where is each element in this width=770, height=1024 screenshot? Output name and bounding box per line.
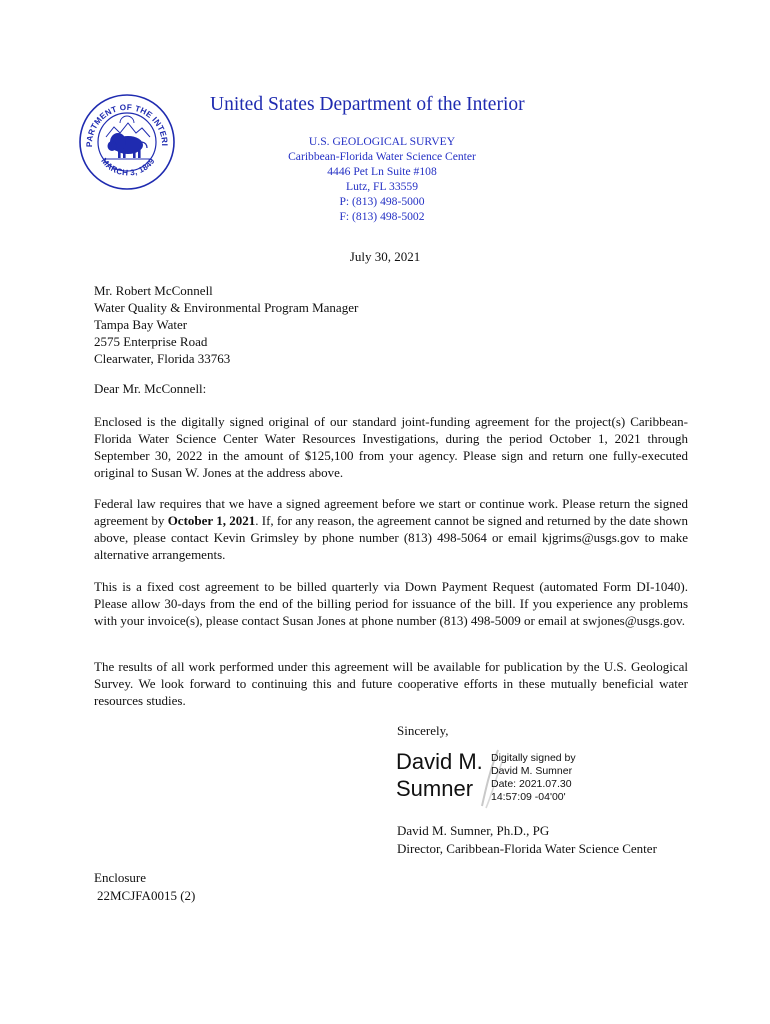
svg-text:MARCH 3, 1849	[99, 156, 156, 177]
p2-text-before: Federal law requires that we have a signed agreement before we start or continue work. Please return the signed agreement by	[94, 496, 688, 528]
recipient-line: Clearwater, Florida 33763	[94, 351, 231, 366]
enclosure-label: Enclosure	[94, 870, 146, 885]
digital-signature[interactable]	[396, 748, 616, 810]
agency-phone: P: (813) 498-5000	[339, 195, 425, 208]
agency-line: U.S. GEOLOGICAL SURVEY	[308, 135, 456, 148]
signature-detail-line: David M. Sumner	[491, 765, 573, 777]
recipient-line: Mr. Robert McConnell	[94, 283, 213, 298]
signature-details	[491, 752, 576, 804]
bison-seal-icon	[78, 93, 176, 191]
signer-block	[397, 822, 657, 858]
signer-title: Director, Caribbean-Florida Water Science Center	[397, 841, 657, 856]
agency-fax: F: (813) 498-5002	[339, 210, 425, 223]
paragraph-results: The results of all work performed under this agreement will be available for publication by the U.S. Geological Survey. We look forward to continuing this and future cooperative efforts in these mutually beneficial water resources studies.	[94, 659, 688, 708]
closing: Sincerely,	[397, 723, 449, 738]
seal-bottom-text: MARCH 3, 1849	[99, 156, 157, 178]
enclosure-block	[94, 869, 195, 905]
enclosure-item: 22MCJFA0015 (2)	[97, 888, 196, 903]
paragraph-agreement: Enclosed is the digitally signed original of our standard joint-funding agreement for the project(s) Caribbean-Florida Water Science Center Water Resources Investigations, during the period October 1, 2021 through September 30, 2022 in the amount of $125,100 from your agency. Please sign and return one fully-executed original to Susan W. Jones at the address above.	[94, 414, 688, 480]
signature-name	[396, 748, 483, 802]
agency-line: Lutz, FL 33559	[345, 180, 419, 193]
signature-name-line2: Sumner	[396, 776, 474, 801]
signature-detail-line: Date: 2021.07.30	[491, 778, 572, 790]
p2-deadline: October 1, 2021	[167, 513, 256, 528]
recipient-line: Water Quality & Environmental Program Manager	[94, 300, 359, 315]
salutation-text: Dear Mr. McConnell:	[94, 381, 207, 396]
signature-detail-line: Digitally signed by	[491, 752, 576, 764]
signature-detail-line: 14:57:09 -04'00'	[491, 791, 566, 803]
doi-seal	[78, 93, 176, 191]
letter-date: July 30, 2021	[349, 249, 421, 264]
p2-text-after: . If, for any reason, the agreement cannot be signed and returned by the date shown above, please contact Kevin Grimsley by phone number (813) 498-5064 or email kjgrims@usgs.gov to make alternative arrangements.	[94, 513, 689, 562]
signature-name-line1: David M.	[396, 749, 483, 774]
recipient-line: 2575 Enterprise Road	[94, 334, 208, 349]
department-title: United States Department of the Interior	[210, 94, 525, 115]
agency-line: 4446 Pet Ln Suite #108	[327, 165, 437, 178]
agency-line: Caribbean-Florida Water Science Center	[288, 150, 476, 163]
recipient-line: Tampa Bay Water	[94, 317, 188, 332]
paragraph-billing: This is a fixed cost agreement to be billed quarterly via Down Payment Request (automated Form DI-1040). Please allow 30-days from the end of the billing period for issuance of the bill. If you experience any problems with your invoice(s), please contact Susan Jones at phone number (813) 498-5009 or email at swjones@usgs.gov.	[94, 579, 688, 628]
salutation	[94, 380, 688, 397]
signer-name: David M. Sumner, Ph.D., PG	[397, 823, 550, 838]
recipient-address	[94, 282, 688, 367]
paragraph-federal-law	[94, 495, 688, 563]
seal-top-text: PARTMENT OF THE INTERI	[84, 102, 170, 148]
agency-address-block	[282, 134, 482, 224]
